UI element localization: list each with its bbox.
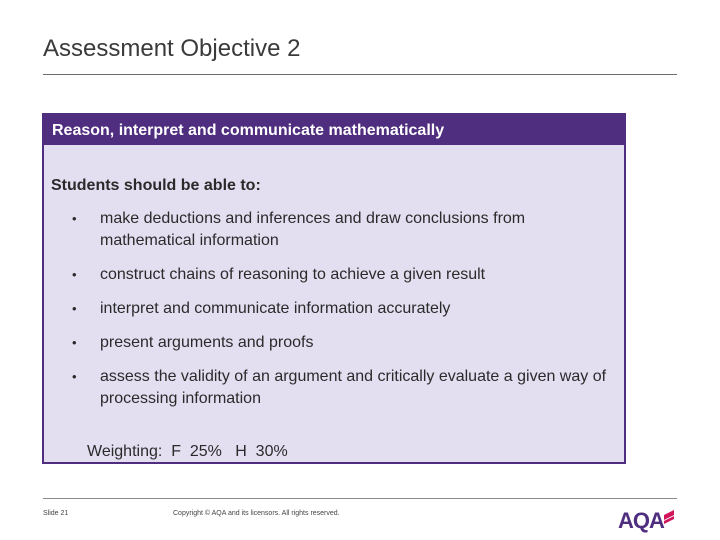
aqa-logo-text: AQA [618, 508, 664, 533]
aqa-logo [618, 505, 678, 533]
aqa-logo-mark-icon [663, 509, 675, 525]
bullet-text: present arguments and proofs [100, 334, 314, 351]
slide-number: Slide 21 [43, 510, 69, 517]
bullet-item [44, 366, 624, 410]
bullet-dot-icon: • [72, 211, 77, 226]
copyright-text: Copyright © AQA and its licensors. All rights reserved. [173, 510, 340, 517]
weighting-text: Weighting: F 25% H 30% [87, 443, 288, 460]
objective-box [42, 113, 626, 464]
bullet-dot-icon: • [72, 301, 77, 316]
bullet-dot-icon: • [72, 369, 77, 384]
bullet-item [44, 208, 624, 252]
bullet-list [44, 208, 624, 422]
bullet-text: construct chains of reasoning to achieve a given result [100, 266, 486, 283]
bullet-text: assess the validity of an argument and critically evaluate a given way of processing information [100, 368, 607, 407]
bullet-item [44, 298, 624, 320]
objective-header: Reason, interpret and communicate mathematically [44, 115, 624, 145]
bullet-text: make deductions and inferences and draw conclusions from mathematical information [100, 210, 526, 249]
footer-divider [43, 498, 677, 499]
bullet-dot-icon: • [72, 335, 77, 350]
intro-text: Students should be able to: [51, 177, 261, 194]
bullet-dot-icon: • [72, 267, 77, 282]
slide-title: Assessment Objective 2 [43, 35, 301, 62]
bullet-item [44, 264, 624, 286]
bullet-text: interpret and communicate information accurately [100, 300, 451, 317]
bullet-item [44, 332, 624, 354]
title-divider [43, 74, 677, 75]
